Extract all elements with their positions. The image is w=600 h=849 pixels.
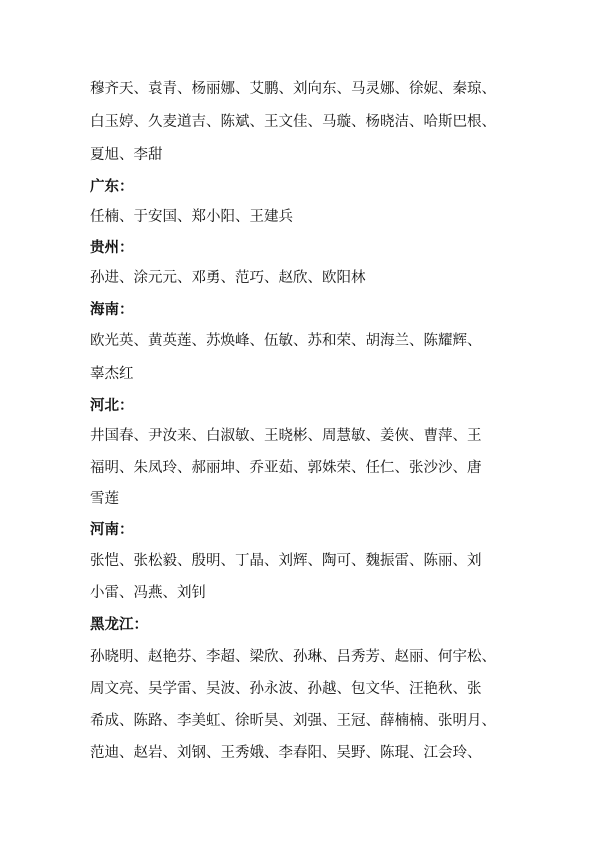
text-line: 孙晓明、赵艳芬、李超、梁欣、孙琳、吕秀芳、赵丽、何宇松、	[90, 649, 496, 665]
text-line: 白玉婷、久麦道吉、陈斌、王文佳、马璇、杨晓洁、哈斯巴根、	[90, 114, 496, 130]
section-heading-hebei: 河北：	[90, 398, 134, 414]
text-line: 范迪、赵岩、刘钢、王秀娥、李春阳、吴野、陈琨、江会玲、	[90, 745, 482, 761]
text-line: 井国春、尹汝来、白淑敏、王晓彬、周慧敏、姜俠、曹萍、王	[90, 428, 482, 444]
text-line: 福明、朱凤玲、郝丽坤、乔亚茹、郭姝荣、任仁、张沙沙、唐	[90, 460, 482, 476]
text-line: 希成、陈路、李美虹、徐昕昊、刘强、王冠、薛楠楠、张明月、	[90, 713, 496, 729]
section-heading-henan: 河南：	[90, 522, 134, 538]
text-line: 张恺、张松毅、殷明、丁晶、刘辉、陶可、魏振雷、陈丽、刘	[90, 553, 482, 569]
text-line: 欧光英、黄英莲、苏焕峰、伍敏、苏和荣、胡海兰、陈耀辉、	[90, 333, 482, 349]
text-line: 穆齐天、袁青、杨丽娜、艾鹏、刘向东、马灵娜、徐妮、秦琼、	[90, 81, 496, 97]
text-line: 雪莲	[90, 491, 119, 507]
text-line: 小雷、冯燕、刘钊	[90, 585, 206, 601]
text-line: 辜杰红	[90, 366, 134, 382]
section-heading-heilongjiang: 黑龙江：	[90, 617, 148, 633]
section-heading-guizhou: 贵州：	[90, 240, 134, 256]
section-heading-hainan: 海南：	[90, 302, 134, 318]
text-line: 孙进、涂元元、邓勇、范巧、赵欣、欧阳林	[90, 270, 366, 286]
text-line: 夏旭、李甜	[90, 147, 163, 163]
text-line: 任楠、于安国、郑小阳、王建兵	[90, 209, 293, 225]
section-heading-guangdong: 广东：	[90, 179, 134, 195]
text-line: 周文亮、吴学雷、吴波、孙永波、孙越、包文华、汪艳秋、张	[90, 681, 482, 697]
